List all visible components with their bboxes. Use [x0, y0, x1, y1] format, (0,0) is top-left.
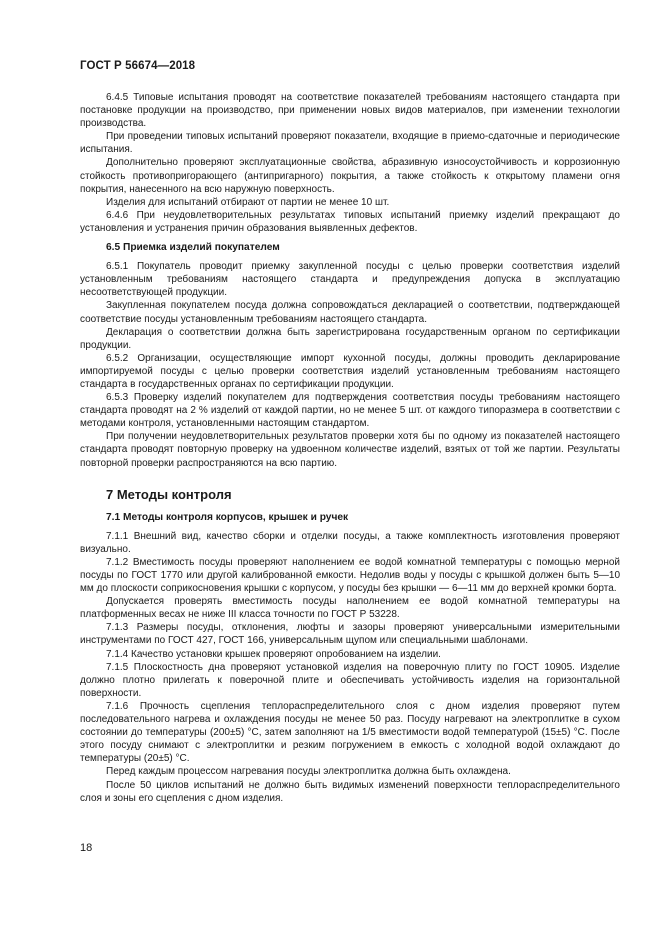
paragraph-7-1-6: 7.1.6 Прочность сцепления теплораспределительного слоя с дном изделия проверяют путем последовательного нагрева и охлаждения посуды не менее 50 раз. Посуду нагревают на электроплитке в сухом состоянии до температуры (200±5) °С, затем заполняют на 1/5 вместимости водой температурой (15±5) °С. После этого посуду снимают с электроплитки и резким погружением в емкость с холодной водой охлаждают до температуры (20±5) °С.: [80, 700, 620, 765]
paragraph-7-1-2-scales: Допускается проверять вместимость посуды наполнением ее водой комнатной температуры на платформенных весах не ниже III класса точности по ГОСТ Р 53228.: [80, 596, 620, 621]
paragraph-6-4-5-typical-tests: При проведении типовых испытаний проверяют показатели, входящие в приемо-сдаточные и периодические испытания.: [80, 131, 620, 156]
paragraph-7-1-3: 7.1.3 Размеры посуды, отклонения, люфты и зазоры проверяют универсальными измерительными инструментами по ГОСТ 427, ГОСТ 166, универсальным щупом или специальными шаблонами.: [80, 622, 620, 647]
page-number: 18: [80, 842, 93, 854]
paragraph-7-1-1: 7.1.1 Внешний вид, качество сборки и отделки посуды, а также комплектность изготовления проверяют визуально.: [80, 530, 620, 555]
paragraph-7-1-2: 7.1.2 Вместимость посуды проверяют наполнением ее водой комнатной температуры с помощью мерной посуды по ГОСТ 1770 или другой калиброванной емкости. Недолив воды у посуды с крышкой должен быть 5—10 мм до плоскости соприкосновения крышки с корпусом, у посуды без крышки — 6—11 мм до верхней кромки борта.: [80, 556, 620, 595]
paragraph-7-1-5: 7.1.5 Плоскостность дна проверяют установкой изделия на поверочную плиту по ГОСТ 10905. Изделие должно плотно прилегать к поверочной плите и обеспечивать устойчивость изделия на горизонтальной поверхности.: [80, 661, 620, 699]
paragraph-6-4-5: 6.4.5 Типовые испытания проводят на соответствие показателей требованиям настоящего стандарта при постановке продукции на производство, при применении новых видов материалов, при изменении технологии производства.: [80, 92, 620, 130]
paragraph-6-5-1: 6.5.1 Покупатель проводит приемку закупленной посуды с целью проверки соответствия изделий установленным требованиям настоящего стандарта и предупреждения допуска в эксплуатацию несоответствующей продукции.: [80, 261, 620, 299]
paragraph-6-4-5-additional: Дополнительно проверяют эксплуатационные свойства, абразивную износоустойчивость и коррозионную стойкость противопригорающего (антипригарного) покрытия, а также стойкость к открытому пламени огня покрытия, нанесенного на всю наружную поверхность.: [80, 157, 620, 195]
paragraph-6-5-3: 6.5.3 Проверку изделий покупателем для подтверждения соответствия посуды требованиям настоящего стандарта проводят на 2 % изделий от каждой партии, но не менее 5 шт. от каждого типоразмера в соответствии с методами контроля, установленными настоящим стандартом.: [80, 392, 620, 430]
paragraph-6-5-2: 6.5.2 Организации, осуществляющие импорт кухонной посуды, должны проводить декларирование импортируемой посуды с целью проверки соответствия изделий установленным требованиям настоящего стандарта в государственных органах по сертификации продукции.: [80, 352, 620, 390]
section-heading-6-5: 6.5 Приемка изделий покупателем: [106, 242, 280, 254]
paragraph-7-1-6-result: После 50 циклов испытаний не должно быть видимых изменений поверхности теплораспределительного слоя и зоны его сцепления с дном изделия.: [80, 779, 620, 804]
document-body: [80, 91, 620, 805]
paragraph-6-5-1-declaration: Закупленная покупателем посуда должна сопровождаться декларацией о соответствии, подтверждающей соответствие посуды установленным требованиям настоящего стандарта.: [80, 300, 620, 325]
section-heading-7: 7 Методы контроля: [106, 486, 232, 502]
paragraph-6-4-6: 6.4.6 При неудовлетворительных результатах типовых испытаний приемку изделий прекращают до установления и устранения причин образования выявленных дефектов.: [80, 209, 620, 234]
paragraph-6-5-3-repeat: При получении неудовлетворительных результатов проверки хотя бы по одному из показателей настоящего стандарта проводят повторную проверку на удвоенном количестве изделий, взятых от той же партии. Результаты повторной проверки распространяются на всю партию.: [80, 431, 620, 469]
paragraph-6-4-5-sampling: Изделия для испытаний отбирают от партии не менее 10 шт.: [106, 196, 390, 208]
document-code-header: ГОСТ Р 56674—2018: [80, 60, 196, 72]
paragraph-6-5-1-registration: Декларация о соответствии должна быть зарегистрирована государственным органом по сертификации продукции.: [80, 326, 620, 351]
paragraph-7-1-6-cooling: Перед каждым процессом нагревания посуды электроплитка должна быть охлаждена.: [106, 766, 511, 778]
paragraph-7-1-4: 7.1.4 Качество установки крышек проверяют опробованием на изделии.: [106, 648, 441, 660]
section-heading-7-1: 7.1 Методы контроля корпусов, крышек и ручек: [106, 511, 349, 523]
